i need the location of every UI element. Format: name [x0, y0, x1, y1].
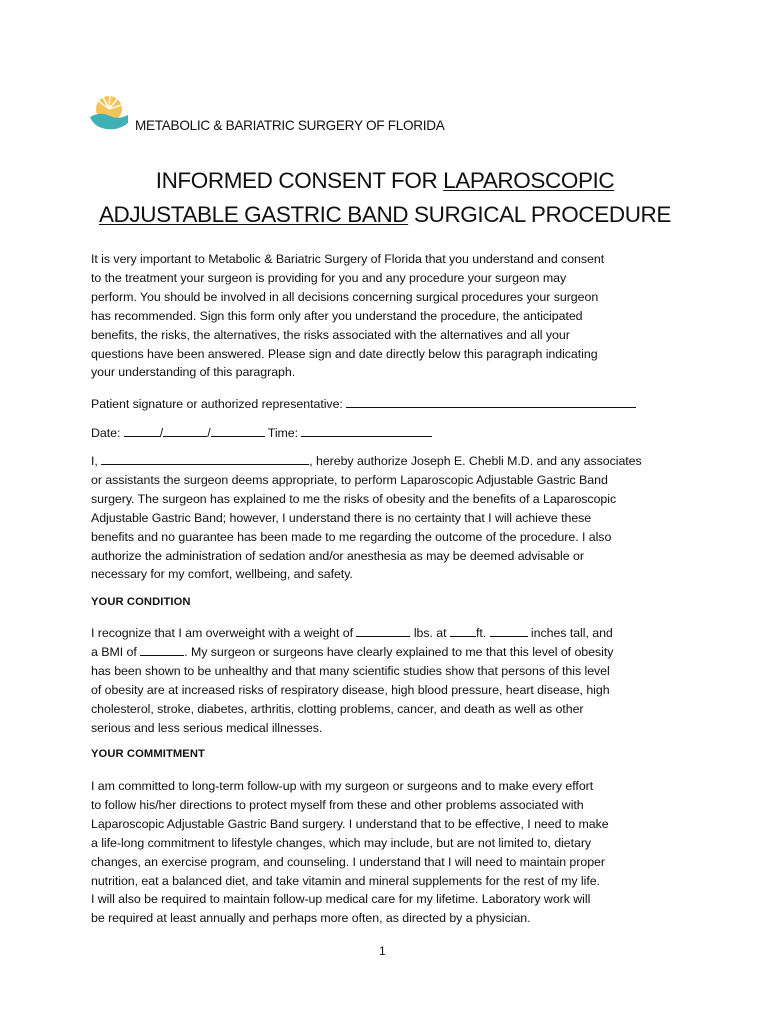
title-text: INFORMED CONSENT FOR — [155, 168, 444, 193]
sun-wave-logo-icon — [88, 93, 128, 133]
condition-text: . My surgeon or surgeons have clearly explained to me that this level of obesity — [184, 644, 614, 659]
paragraph-line: to the treatment your surgeon is providing for you and any procedure your surgeon may — [91, 270, 567, 285]
date-separator: / — [207, 426, 211, 440]
paragraph-line: cholesterol, stroke, diabetes, arthritis, clotting problems, cancer, and death as well as other — [91, 701, 584, 716]
title-highlight: LAPAROSCOPIC — [443, 168, 615, 193]
paragraph-line: Laparoscopic Adjustable Gastric Band surgery. I understand that to be effective, I need to make — [91, 816, 609, 831]
paragraph-line: Adjustable Gastric Band; however, I understand there is no certainty that I will achieve these — [91, 510, 592, 525]
paragraph-line: changes, an exercise program, and counseling. I understand that I will need to maintain proper — [91, 854, 605, 869]
patient-name-field[interactable] — [101, 452, 309, 465]
title-line-1 — [60, 164, 710, 198]
time-field[interactable] — [301, 424, 432, 437]
paragraph-line: or assistants the surgeon deems appropriate, to perform Laparoscopic Adjustable Gastric Band — [91, 472, 608, 487]
title-line-2 — [60, 198, 710, 232]
paragraph-line: benefits, the risks, the alternatives, the risks associated with the alternatives and all your — [91, 327, 570, 342]
condition-text: a BMI of — [91, 644, 137, 659]
paragraph-line: to follow his/her directions to protect myself from these and other problems associated with — [91, 797, 584, 812]
paragraph-line: perform. You should be involved in all decisions concerning surgical procedures your surgeon — [91, 289, 599, 304]
time-label: Time: — [267, 426, 299, 440]
paragraph-line: It is very important to Metabolic & Bariatric Surgery of Florida that you understand and consent — [91, 252, 605, 266]
paragraph-line: of obesity are at increased risks of respiratory disease, high blood pressure, heart disease, high — [91, 682, 610, 697]
intro-paragraph — [91, 250, 691, 382]
paragraph-line: I am committed to long-term follow-up with my surgeon or surgeons and to make every effort — [91, 779, 594, 793]
condition-text: I recognize that I am overweight with a weight of — [91, 626, 354, 640]
signature-line — [91, 395, 691, 414]
signature-field[interactable] — [346, 395, 636, 408]
condition-text: ft. — [475, 626, 490, 640]
paragraph-line: serious and less serious medical illnesses. — [91, 720, 323, 735]
paragraph-line — [91, 624, 691, 643]
paragraph-line: questions have been answered. Please sign and date directly below this paragraph indicating — [91, 346, 598, 361]
date-day-field[interactable] — [163, 424, 207, 437]
authorize-prefix: I, — [91, 454, 98, 468]
paragraph-line: surgery. The surgeon has explained to me the risks of obesity and the benefits of a Laparoscopic — [91, 491, 617, 506]
paragraph-line: has been shown to be unhealthy and that many scientific studies show that persons of this level — [91, 663, 610, 678]
document-title — [60, 164, 710, 232]
height-inches-field[interactable] — [490, 624, 528, 637]
paragraph-line: be required at least annually and perhaps more often, as directed by a physician. — [91, 911, 531, 926]
authorization-paragraph — [91, 452, 691, 584]
date-year-field[interactable] — [211, 424, 265, 437]
date-month-field[interactable] — [124, 424, 160, 437]
condition-paragraph — [91, 624, 691, 737]
date-separator: / — [159, 426, 164, 440]
date-time-line — [91, 424, 691, 443]
condition-text: lbs. at — [410, 626, 450, 640]
paragraph-line — [91, 452, 691, 471]
bmi-field[interactable] — [140, 643, 184, 656]
title-highlight: ADJUSTABLE GASTRIC BAND — [98, 202, 409, 227]
title-text: SURGICAL PROCEDURE — [408, 202, 672, 227]
paragraph-line: has recommended. Sign this form only after you understand the procedure, the anticipated — [91, 308, 583, 323]
section-heading-condition: YOUR CONDITION — [91, 596, 191, 608]
paragraph-line: authorize the administration of sedation and/or anesthesia as may be deemed advisable or — [91, 548, 584, 563]
height-feet-field[interactable] — [450, 624, 476, 637]
paragraph-line: a life-long commitment to lifestyle changes, which may include, but are not limited to, dietary — [91, 835, 592, 850]
paragraph-line: nutrition, eat a balanced diet, and take vitamin and mineral supplements for the rest of my life. — [91, 873, 600, 888]
organization-name: METABOLIC & BARIATRIC SURGERY OF FLORIDA — [135, 118, 445, 133]
date-label: Date: — [91, 426, 121, 440]
page-number: 1 — [379, 944, 386, 958]
authorize-text: , hereby authorize Joseph E. Chebli M.D. and any associates — [309, 454, 642, 468]
paragraph-line: benefits and no guarantee has been made to me regarding the outcome of the procedure. I also — [91, 529, 612, 544]
header — [88, 93, 688, 137]
condition-text: inches tall, and — [527, 626, 613, 640]
signature-label: Patient signature or authorized representative: — [91, 397, 343, 411]
paragraph-line: your understanding of this paragraph. — [91, 365, 296, 380]
paragraph-line: I will also be required to maintain follow-up medical care for my lifetime. Laboratory work will — [91, 892, 591, 907]
commitment-paragraph — [91, 777, 691, 928]
paragraph-line: necessary for my comfort, wellbeing, and safety. — [91, 567, 353, 582]
paragraph-line — [91, 643, 691, 662]
section-heading-commitment: YOUR COMMITMENT — [91, 748, 205, 760]
weight-field[interactable] — [356, 624, 410, 637]
